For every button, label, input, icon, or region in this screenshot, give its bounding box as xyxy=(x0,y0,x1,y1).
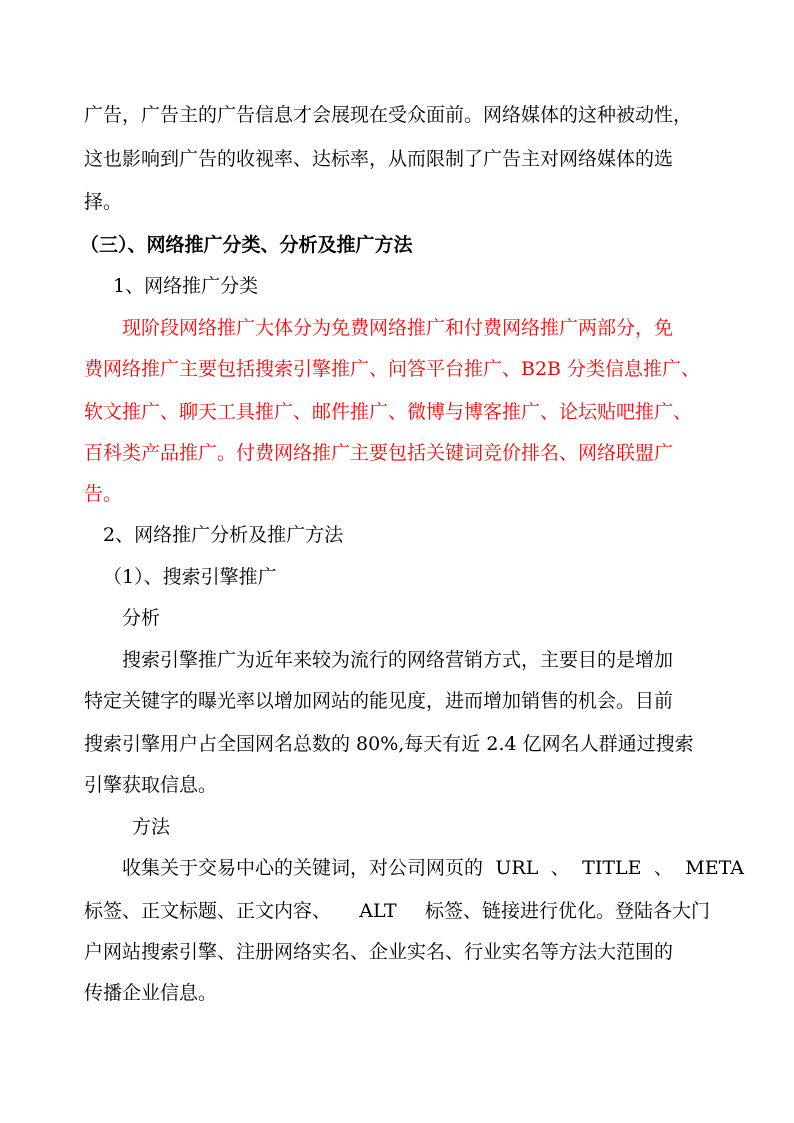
classification-line-5: 告。 xyxy=(84,483,123,505)
method-line-2 xyxy=(84,898,710,924)
intro-line-2: 这也影响到广告的收视率、达标率，从而限制了广告主对网络媒体的选 xyxy=(84,148,674,170)
classification-line-4: 百科类产品推广。付费网络推广主要包括关键词竞价排名、网络联盟广 xyxy=(84,442,674,464)
subsection-heading-classification: 1、网络推广分类 xyxy=(113,275,259,297)
method-line-1-sep-1: 、 xyxy=(550,857,570,879)
analysis-line-3: 搜索引擎用户占全国网名总数的 80%,每天有近 2.4 亿网名人群通过搜索 xyxy=(84,733,694,755)
method-line-1-sep-2: 、 xyxy=(653,857,673,879)
method-line-1-text: 收集关于交易中心的关键词，对公司网页的 xyxy=(122,857,484,879)
method-line-4: 传播企业信息。 xyxy=(84,982,218,1004)
method-line-2-alt: ALT xyxy=(359,900,397,922)
analysis-line-2: 特定关键字的曝光率以增加网站的能见度，进而增加销售的机会。目前 xyxy=(84,690,674,712)
classification-line-3: 软文推广、聊天工具推广、邮件推广、微博与博客推广、论坛贴吧推广、 xyxy=(84,401,693,423)
classification-line-1: 现阶段网络推广大体分为免费网络推广和付费网络推广两部分，免 xyxy=(122,317,674,339)
classification-line-2: 费网络推广主要包括搜索引擎推广、问答平台推广、B2B 分类信息推广、 xyxy=(84,358,701,380)
analysis-line-4: 引擎获取信息。 xyxy=(84,774,218,796)
method-line-1-url: URL xyxy=(495,857,539,879)
method-line-3: 户网站搜索引擎、注册网络实名、企业实名、行业实名等方法大范围的 xyxy=(84,941,674,963)
method-label: 方法 xyxy=(132,816,171,838)
method-line-1-title: TITLE xyxy=(582,857,642,879)
method-line-2-text-b: 标签、链接进行优化。登陆各大门 xyxy=(424,900,710,922)
intro-line-1: 广告，广告主的广告信息才会展现在受众面前。网络媒体的这种被动性， xyxy=(84,104,693,126)
analysis-label: 分析 xyxy=(122,607,161,629)
analysis-line-1: 搜索引擎推广为近年来较为流行的网络营销方式，主要目的是增加 xyxy=(122,649,674,671)
intro-line-3: 择。 xyxy=(84,191,123,213)
method-line-1-meta: META xyxy=(685,857,744,879)
method-line-1 xyxy=(122,855,744,881)
subsection-heading-analysis-methods: 2、网络推广分析及推广方法 xyxy=(103,524,344,546)
section-heading: （三）、网络推广分类、分析及推广方法 xyxy=(80,234,413,256)
method-line-2-text-a: 标签、正文标题、正文内容、 xyxy=(84,900,332,922)
item-heading-search-engine: （1）、搜索引擎推广 xyxy=(103,566,277,588)
